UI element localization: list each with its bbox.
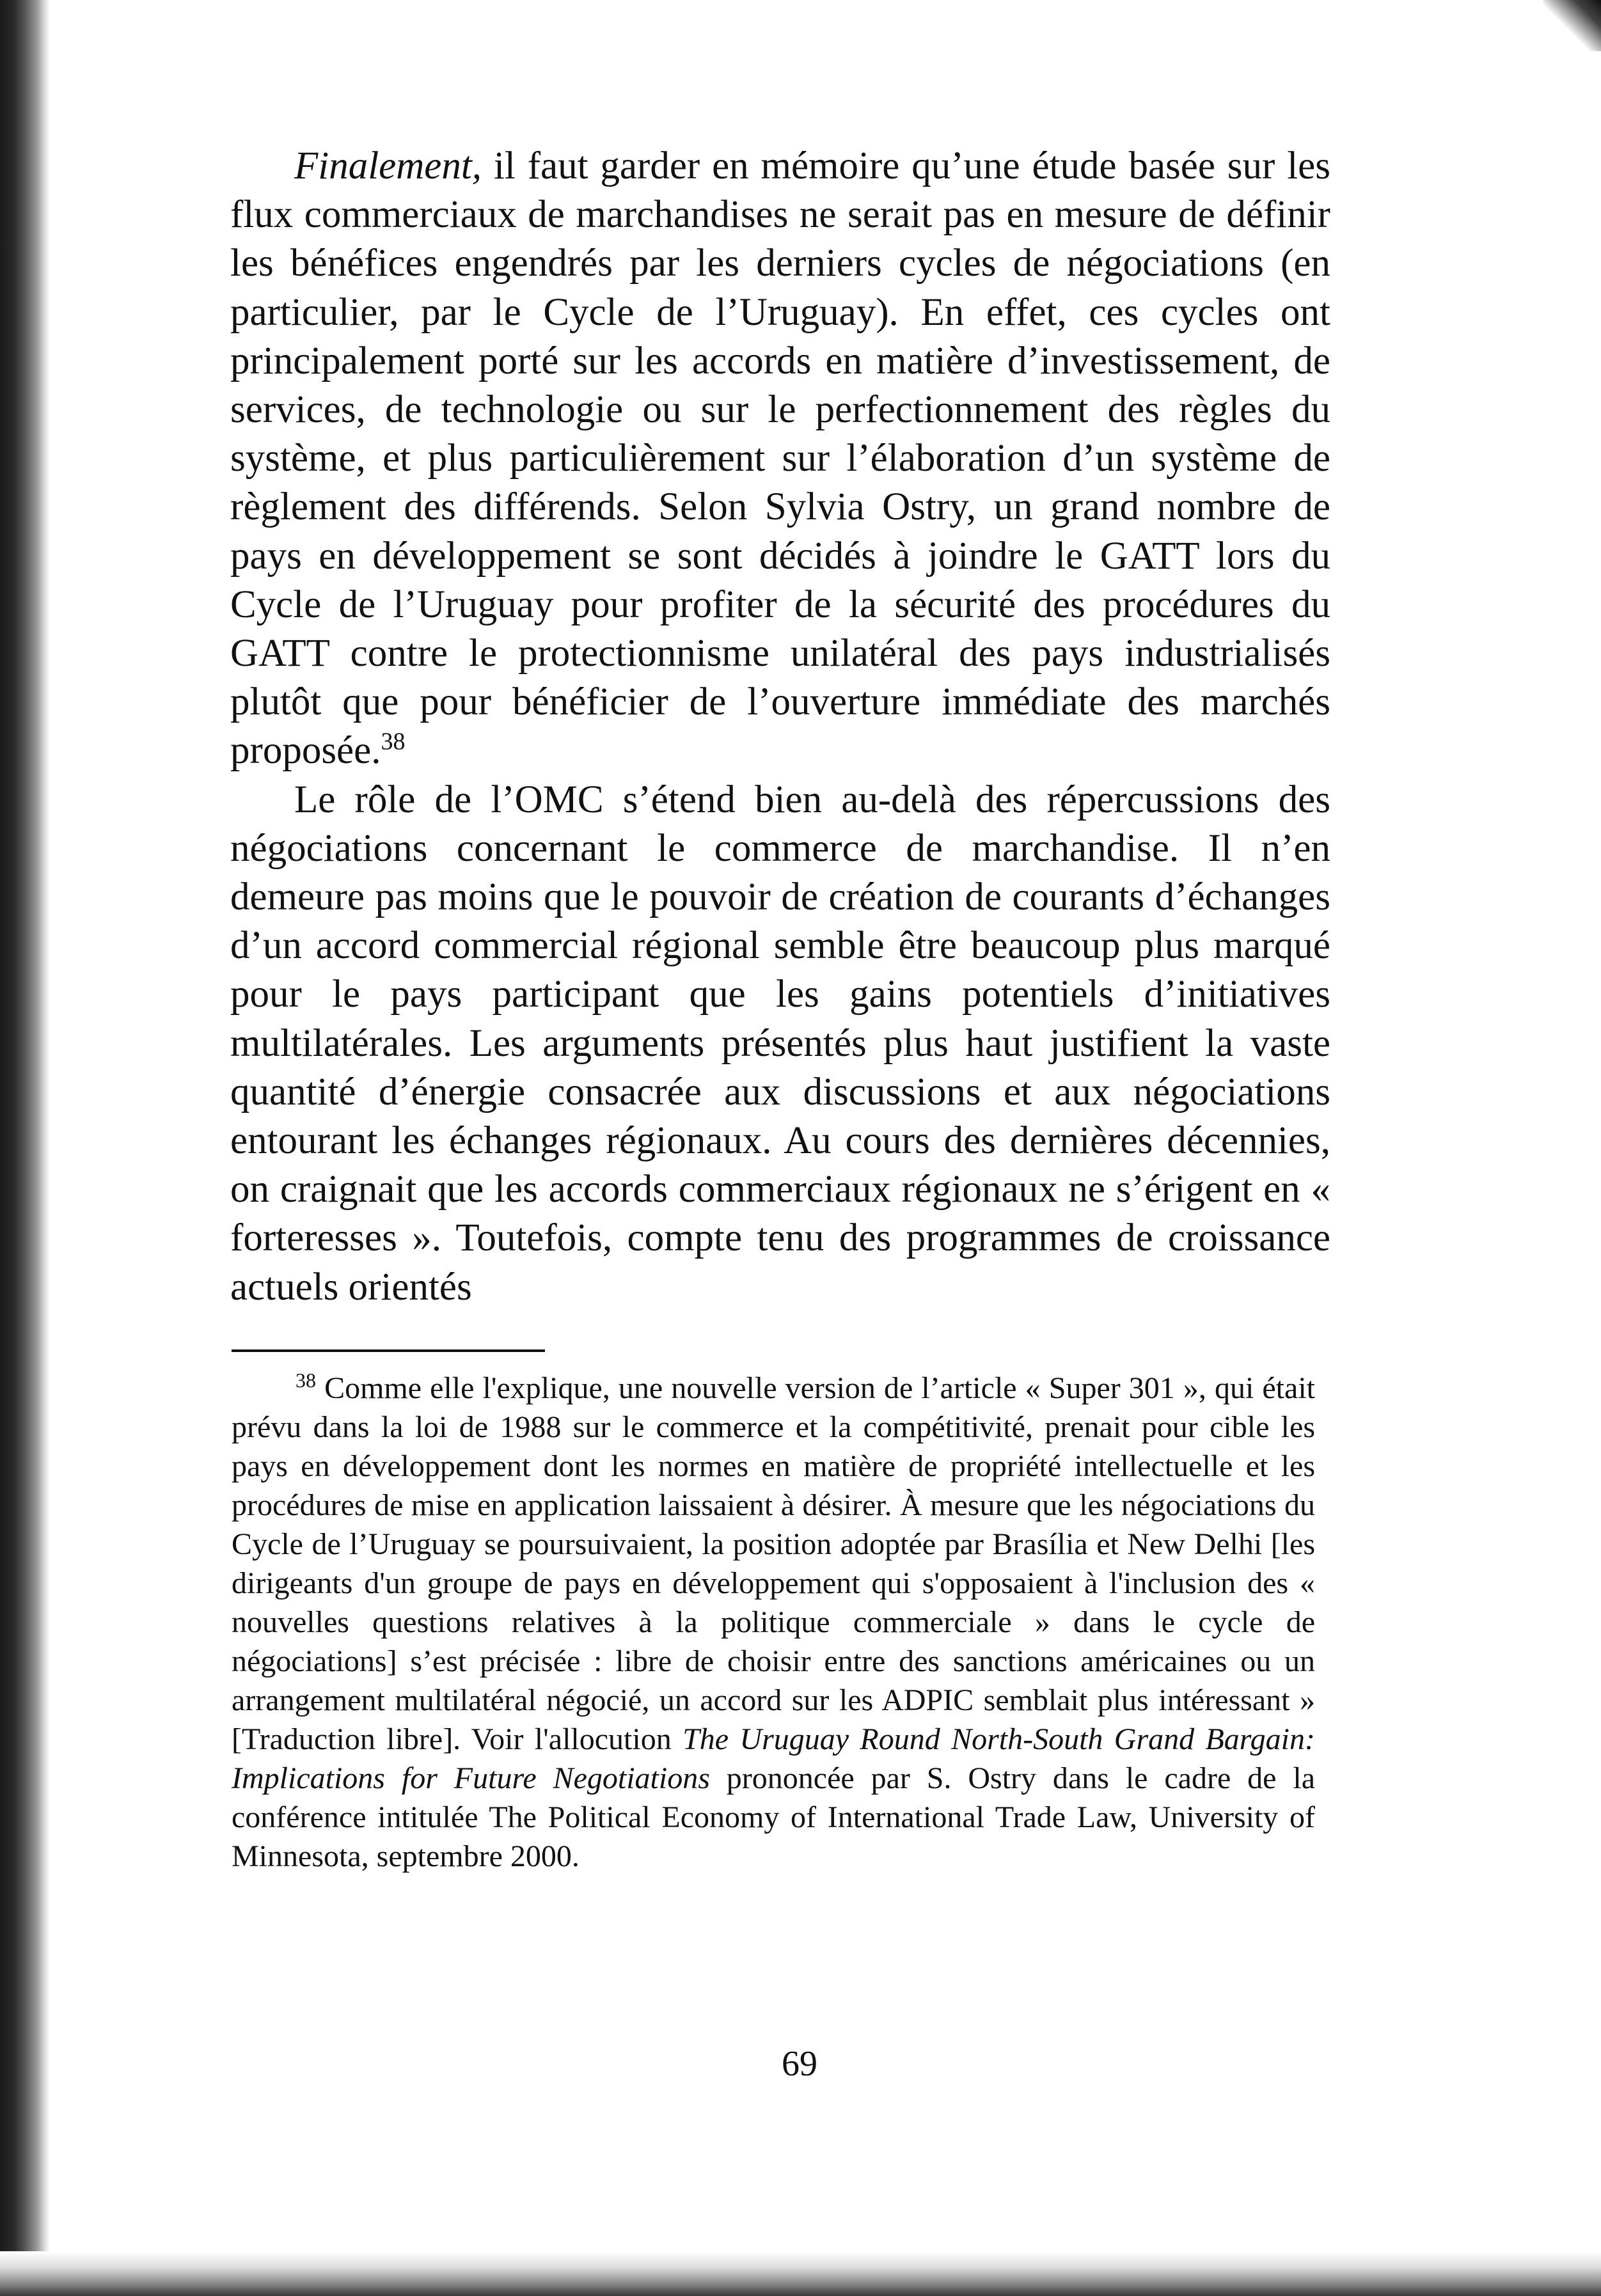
paragraph-1 — [230, 142, 1330, 776]
scan-binding-shadow — [0, 0, 50, 2296]
paragraph-1-lead: Finalement, — [294, 145, 482, 187]
page-number: 69 — [782, 2044, 817, 2084]
paragraph-2 — [230, 776, 1330, 1312]
body-text — [230, 142, 1330, 1312]
footnote-text-2: prononcée par S. Ostry dans le cadre de la conférence intitulée The Political Economy of International Trade Law, University of Minnesota, septembre 2000. — [232, 1761, 1315, 1873]
footnote-text-1: Comme elle l'explique, une nouvelle version de l’article « Super 301 », qui était prévu dans la loi de 1988 sur le commerce et la compétitivité, prenait pour cible les pays en développement dont les normes en matière de propriété intellectuelle et les procédures de mise en application laissaient à désirer. À mesure que les négociations du Cycle de l’Uruguay se poursuivaient, la position adoptée par Brasília et New Delhi [les dirigeants d'un groupe de pays en développement qui s'opposaient à l'inclusion des « nouvelles questions relatives à la politique commerciale » dans le cycle de négociations] s’est précisée : libre de choisir entre des sanctions américaines ou un arrangement multilatéral négocié, un accord sur les ADPIC semblait plus intéressant » [Traduction libre]. Voir l'allocution — [232, 1371, 1315, 1756]
scan-corner-shadow — [1543, 0, 1601, 51]
footnote — [232, 1369, 1315, 1876]
paragraph-1-text: il faut garder en mémoire qu’une étude basée sur les flux commerciaux de marchandises ne serait pas en mesure de définir les bénéfices engendrés par les derniers cycles de négociations (en particulier, par le Cycle de l’Uruguay). En effet, ces cycles ont principalement porté sur les accords en matière d’investissement, de services, de technologie ou sur le perfectionnement des règles du système, et plus particulièrement sur l’élaboration d’un système de règlement des différends. Selon Sylvia Ostry, un grand nombre de pays en développement se sont décidés à joindre le GATT lors du Cycle de l’Uruguay pour profiter de la sécurité des procédures du GATT contre le protectionnisme unilatéral des pays industrialisés plutôt que pour bénéficier de l’ouverture immédiate des marchés proposée. — [230, 145, 1330, 773]
footnote-separator — [232, 1349, 545, 1352]
footnote-number: 38 — [296, 1369, 316, 1392]
scan-bottom-shadow — [0, 2251, 1601, 2296]
footnote-reference: 38 — [381, 728, 406, 756]
footnote-paragraph — [232, 1369, 1315, 1876]
paragraph-2-text: Le rôle de l’OMC s’étend bien au-delà des répercussions des négociations concernant le commerce de marchandise. Il n’en demeure pas moins que le pouvoir de création de courants d’échanges d’un accord commercial régional semble être beaucoup plus marqué pour le pays participant que les gains potentiels d’initiatives multilatérales. Les arguments présentés plus haut justifient la vaste quantité d’énergie consacrée aux discussions et aux négociations entourant les échanges régionaux. Au cours des dernières décennies, on craignait que les accords commerciaux régionaux ne s’érigent en « forteresses ». Toutefois, compte tenu des programmes de croissance actuels orientés — [230, 778, 1330, 1309]
footnote-italic-title: The Uruguay Round North-South Grand Bargain: Implications for Future Negotiations — [232, 1722, 1315, 1795]
